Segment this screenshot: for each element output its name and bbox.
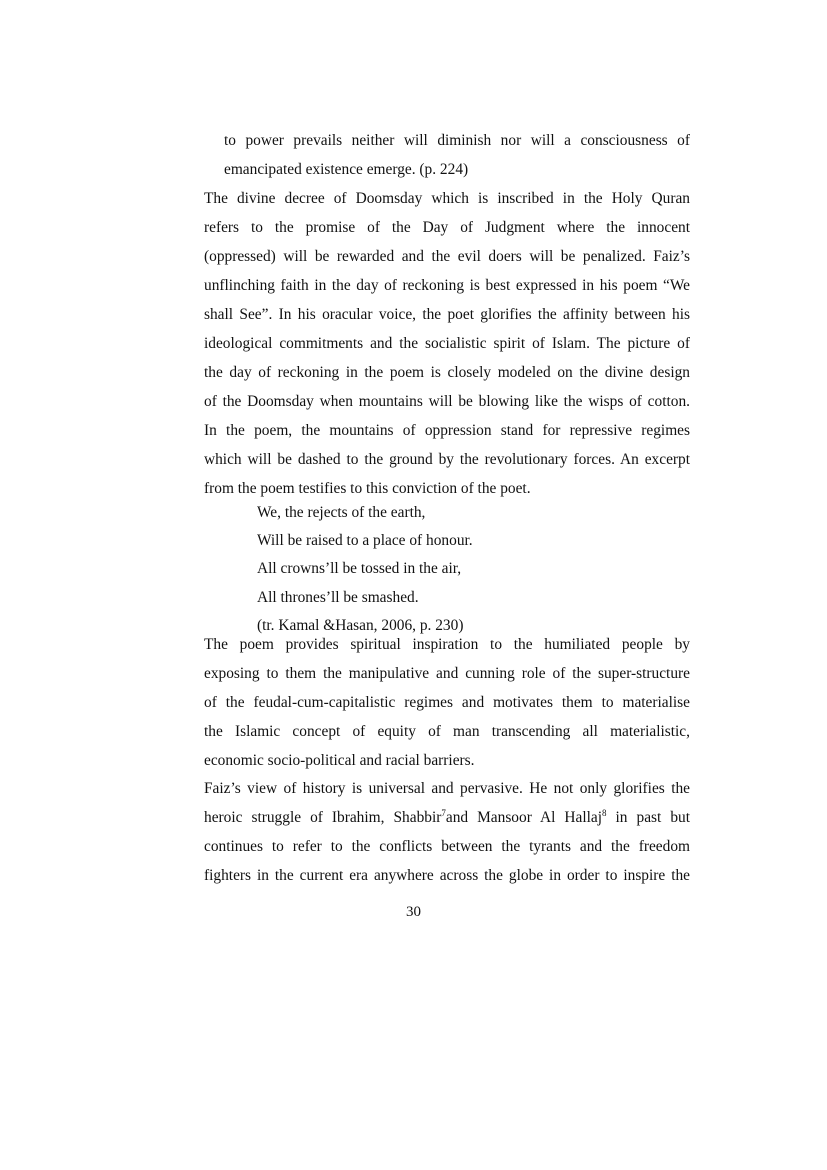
verse-line: All crowns’ll be tossed in the air,	[257, 560, 462, 578]
verse-citation: (tr. Kamal &Hasan, 2006, p. 230)	[257, 616, 464, 634]
paragraph-view-of-history	[204, 774, 690, 890]
verse-line: Will be raised to a place of honour.	[257, 532, 473, 550]
text-line: fighters in the current era anywhere across the globe in order to inspire the	[204, 867, 690, 884]
text-line: economic socio-political and racial barriers.	[204, 752, 475, 769]
text-line: the day of reckoning in the poem is closely modeled on the divine design	[204, 364, 690, 381]
footnote-ref-7: 7	[441, 808, 446, 818]
poem-excerpt	[257, 499, 677, 640]
text-fragment: heroic struggle of Ibrahim, Shabbir	[204, 809, 442, 826]
text-line: Faiz’s view of history is universal and pervasive. He not only glorifies the	[204, 780, 690, 797]
text-line: (oppressed) will be rewarded and the evil doers will be penalized. Faiz’s	[204, 248, 690, 265]
text-line: exposing to them the manipulative and cunning role of the super-structure	[204, 665, 690, 682]
footnote-ref-8: 8	[602, 808, 607, 818]
text-line: continues to refer to the conflicts between the tyrants and the freedom	[204, 838, 690, 855]
text-line: of the feudal-cum-capitalistic regimes and motivates them to materialise	[204, 694, 690, 711]
text-line: of the Doomsday when mountains will be blowing like the wisps of cotton.	[204, 393, 690, 410]
text-line: shall See”. In his oracular voice, the poet glorifies the affinity between his	[204, 306, 690, 323]
text-fragment: in past but	[606, 809, 690, 826]
verse-line: We, the rejects of the earth,	[257, 504, 426, 521]
text-line: The divine decree of Doomsday which is inscribed in the Holy Quran	[204, 190, 690, 207]
text-line	[204, 803, 690, 832]
text-line: to power prevails neither will diminish nor will a consciousness of	[224, 132, 690, 149]
text-line: the Islamic concept of equity of man transcending all materialistic,	[204, 723, 690, 740]
text-line: unflinching faith in the day of reckoning is best expressed in his poem “We	[204, 277, 690, 294]
paragraph-poem-inspiration	[204, 630, 690, 775]
text-line: In the poem, the mountains of oppression stand for repressive regimes	[204, 422, 690, 439]
text-line: from the poem testifies to this conviction of the poet.	[204, 480, 531, 497]
text-line: The poem provides spiritual inspiration to the humiliated people by	[204, 636, 690, 653]
text-line: which will be dashed to the ground by the revolutionary forces. An excerpt	[204, 451, 690, 468]
page-number: 30	[406, 904, 421, 920]
text-line: refers to the promise of the Day of Judgment where the innocent	[204, 219, 690, 236]
paragraph-doomsday	[204, 184, 690, 503]
text-line: ideological commitments and the socialistic spirit of Islam. The picture of	[204, 335, 690, 352]
block-quote-continuation	[224, 126, 690, 184]
text-fragment: and Mansoor Al Hallaj	[445, 809, 603, 826]
verse-line: All thrones’ll be smashed.	[257, 588, 419, 606]
text-line: emancipated existence emerge. (p. 224)	[224, 161, 469, 178]
